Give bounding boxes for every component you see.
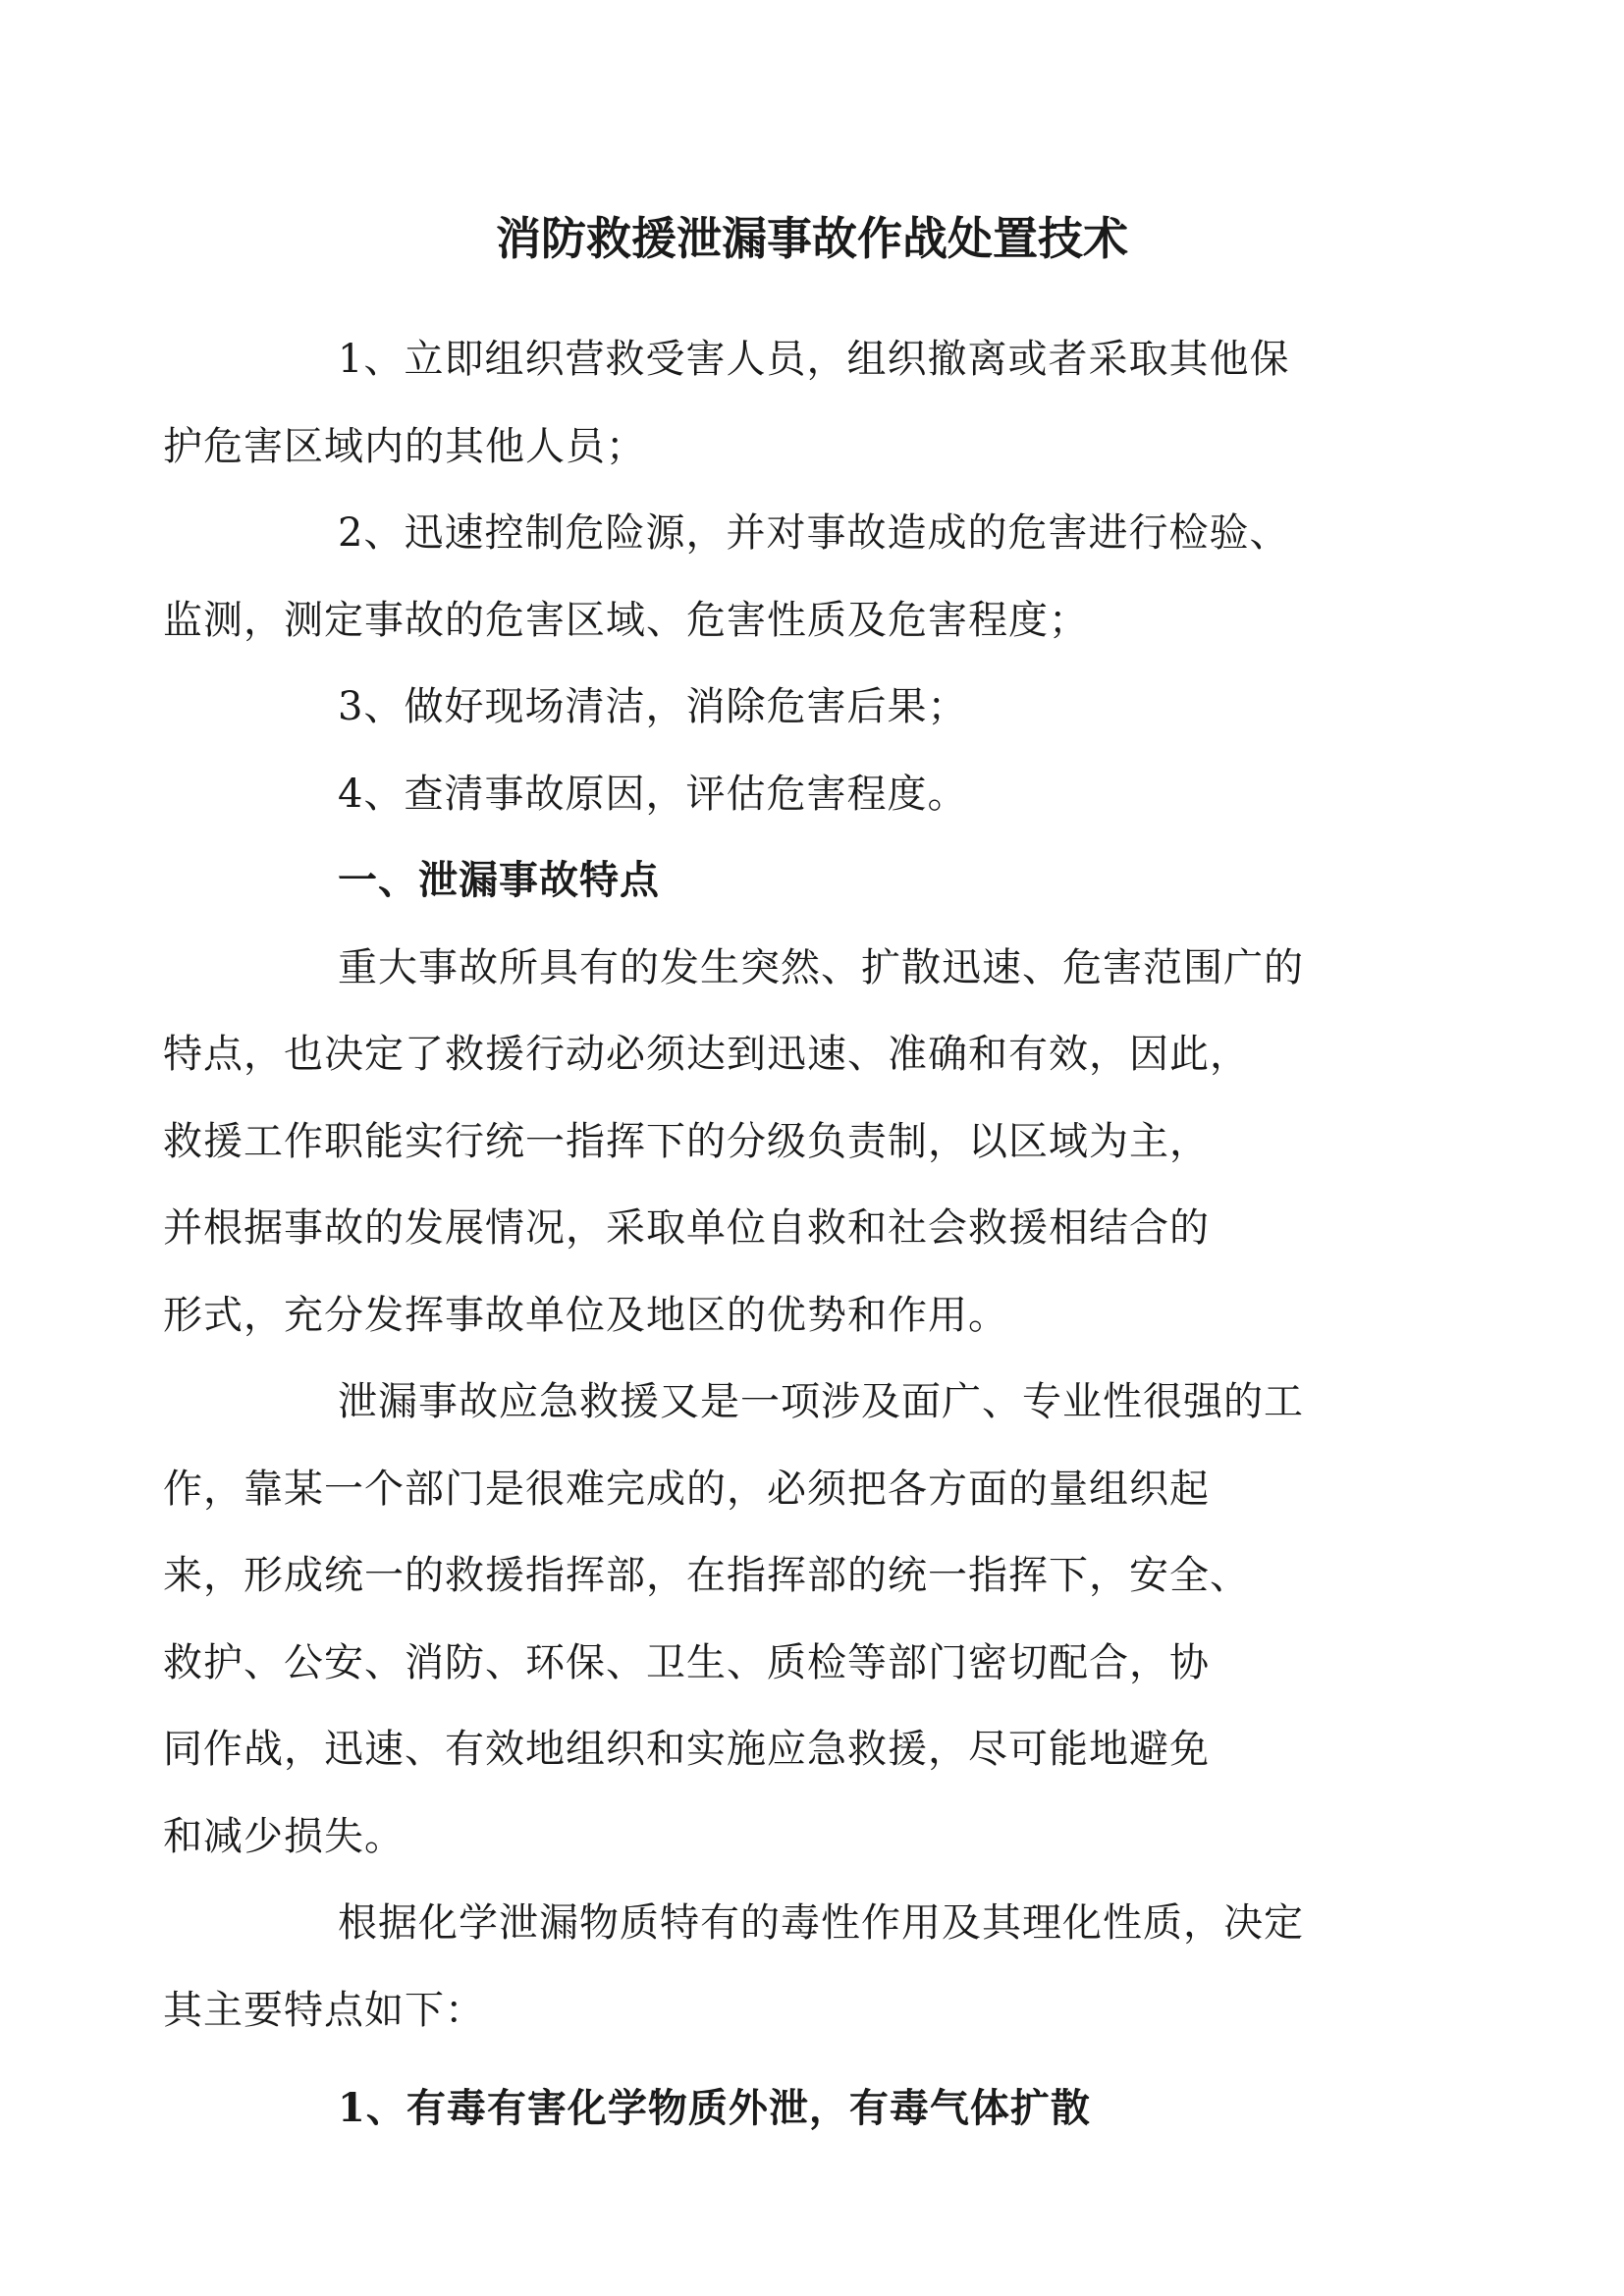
heading-text: 1、有毒有害化学物质外泄，有毒气体扩散 xyxy=(338,2085,1091,2131)
paragraph-1 xyxy=(163,316,1389,490)
paragraph-line: 特点，也决定了救援行动必须达到迅速、准确和有效，因此， xyxy=(163,1032,1250,1077)
paragraph-line: 4、查清事故原因，评估危害程度。 xyxy=(338,771,968,817)
paragraph-7 xyxy=(163,1880,1389,2054)
paragraph-line: 并根据事故的发展情况，采取单位自救和社会救援相结合的 xyxy=(163,1205,1210,1251)
section-heading xyxy=(250,837,1389,925)
paragraph-2 xyxy=(163,490,1389,664)
paragraph-line: 作，靠某一个部门是很难完成的，必须把各方面的量组织起 xyxy=(163,1466,1210,1512)
document-title: 消防救援泄漏事故作战处置技术 xyxy=(496,212,1128,265)
spacer xyxy=(250,2054,1389,2065)
document-body xyxy=(163,316,1389,2153)
subsection-heading xyxy=(250,2065,1389,2153)
paragraph-3 xyxy=(250,664,1389,751)
paragraph-line: 护危害区域内的其他人员； xyxy=(163,423,646,469)
paragraph-line: 其主要特点如下： xyxy=(163,1987,485,2033)
paragraph-line: 救援工作职能实行统一指挥下的分级负责制，以区域为主， xyxy=(163,1118,1210,1164)
paragraph-line: 同作战，迅速、有效地组织和实施应急救援，尽可能地避免 xyxy=(163,1727,1210,1772)
heading-text: 一、泄漏事故特点 xyxy=(338,857,660,903)
paragraph-5 xyxy=(163,925,1389,1360)
paragraph-line: 来，形成统一的救援指挥部，在指挥部的统一指挥下，安全、 xyxy=(163,1553,1250,1598)
paragraph-line: 1、立即组织营救受害人员，组织撤离或者采取其他保 xyxy=(338,337,1290,382)
paragraph-line: 和减少损失。 xyxy=(163,1813,405,1859)
paragraph-4 xyxy=(250,751,1389,838)
paragraph-line: 2、迅速控制危险源，并对事故造成的危害进行检验、 xyxy=(338,510,1290,556)
paragraph-line: 泄漏事故应急救援又是一项涉及面广、专业性很强的工 xyxy=(338,1379,1304,1424)
paragraph-6 xyxy=(163,1359,1389,1880)
paragraph-line: 监测，测定事故的危害区域、危害性质及危害程度； xyxy=(163,597,1089,643)
paragraph-line: 根据化学泄漏物质特有的毒性作用及其理化性质，决定 xyxy=(338,1900,1304,1946)
paragraph-line: 重大事故所具有的发生突然、扩散迅速、危害范围广的 xyxy=(338,944,1304,990)
paragraph-line: 3、做好现场清洁，消除危害后果； xyxy=(338,684,968,729)
paragraph-line: 救护、公安、消防、环保、卫生、质检等部门密切配合，协 xyxy=(163,1639,1210,1685)
paragraph-line: 形式，充分发挥事故单位及地区的优势和作用。 xyxy=(163,1292,1008,1338)
